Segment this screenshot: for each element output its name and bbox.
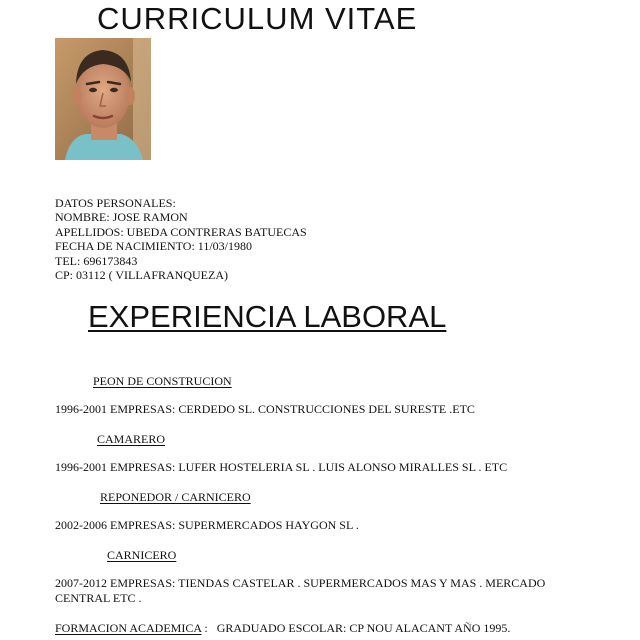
job-details: 1996-2001 EMPRESAS: LUFER HOSTELERIA SL . LUIS ALONSO MIRALLES SL . ETC: [55, 460, 508, 474]
job-details: 1996-2001 EMPRESAS: CERDEDO SL. CONSTRUCCIONES DEL SURESTE .ETC: [55, 402, 475, 416]
personal-heading: DATOS PERSONALES:: [55, 196, 176, 210]
job-details: 2007-2012 EMPRESAS: TIENDAS CASTELAR . SUPERMERCADOS MAS Y MAS . MERCADO CENTRAL ETC .: [55, 576, 546, 605]
experience-heading: EXPERIENCIA LABORAL: [88, 299, 447, 334]
personal-phone: TEL: 696173843: [55, 253, 138, 268]
personal-name: NOMBRE: JOSE RAMON: [55, 210, 188, 225]
education-line: [55, 621, 510, 635]
profile-photo-illustration: [55, 38, 151, 160]
job-title: REPONEDOR / CARNICERO: [100, 490, 251, 504]
personal-surnames: APELLIDOS: UBEDA CONTRERAS BATUECAS: [55, 224, 307, 239]
cv-title: CURRICULUM VITAE: [97, 1, 418, 36]
personal-data: [55, 196, 307, 282]
personal-postal-code: CP: 03112 ( VILLAFRANQUEZA): [55, 268, 228, 283]
job-title: PEON DE CONSTRUCION: [93, 374, 232, 388]
education-label: FORMACION ACADEMICA: [55, 621, 202, 635]
personal-birthdate: FECHA DE NACIMIENTO: 11/03/1980: [55, 239, 253, 254]
profile-photo: [55, 38, 151, 160]
job-details: 2002-2006 EMPRESAS: SUPERMERCADOS HAYGON SL .: [55, 518, 359, 532]
job-title: CAMARERO: [97, 432, 166, 446]
job-title: CARNICERO: [107, 548, 177, 562]
education-separator: :: [201, 621, 217, 635]
education-value: GRADUADO ESCOLAR: CP NOU ALACANT AÑO 1995.: [216, 621, 511, 635]
